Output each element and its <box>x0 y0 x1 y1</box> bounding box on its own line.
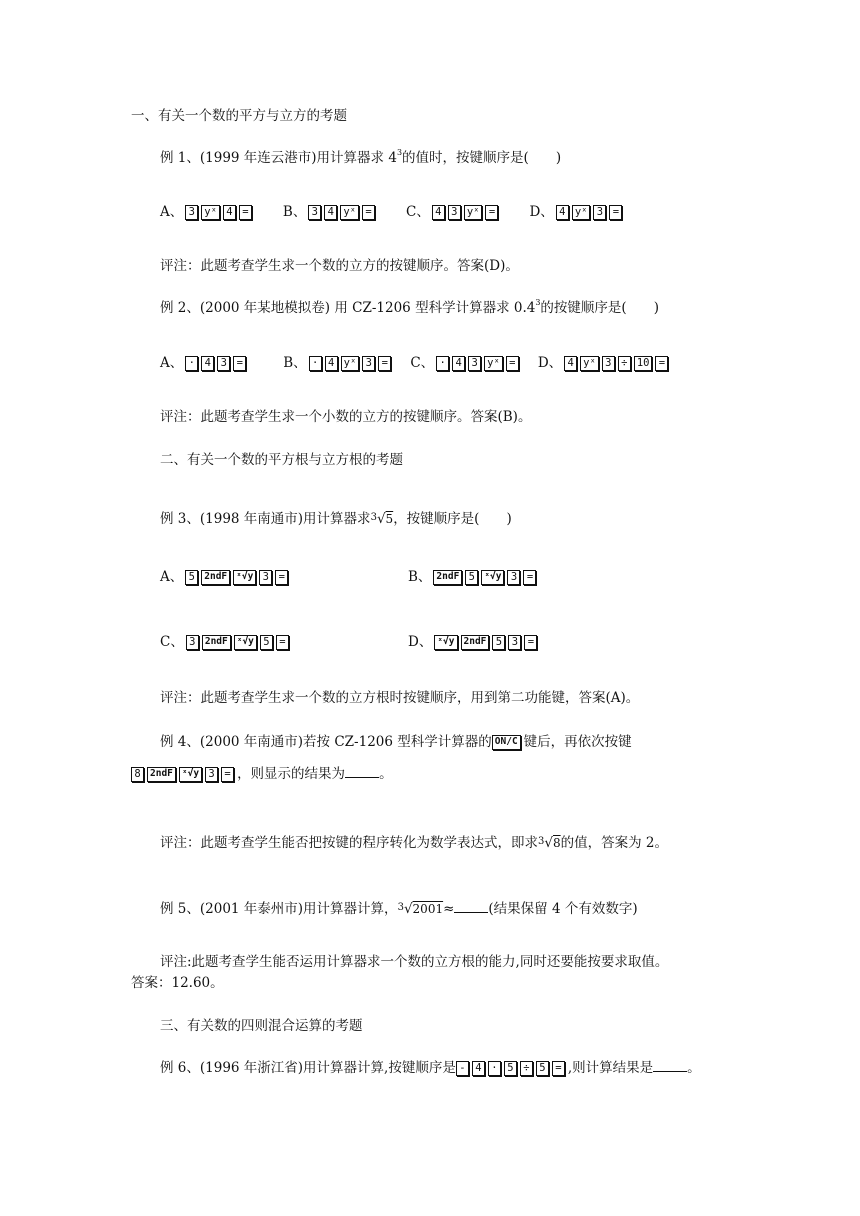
example-3-comment: 评注：此题考查学生求一个数的立方根时按键顺序，用到第二功能键，答案(A)。 <box>160 690 640 706</box>
calc-key-5: 5 <box>492 635 505 650</box>
calc-key-equals: = <box>506 356 519 371</box>
ex1-option-a <box>160 203 255 221</box>
example-4-comment: 评注：此题考查学生能否把按键的程序转化为数学表达式，即求$^3$√8的值，答案为 2。 <box>160 835 669 851</box>
calc-key-equals: = <box>362 205 375 220</box>
calc-key-3: 3 <box>186 635 199 650</box>
section-heading-3: 三、有关数的四则混合运算的考题 <box>160 1018 363 1034</box>
option-label: B、 <box>282 204 307 220</box>
calc-key-decimal-point: · <box>436 356 449 371</box>
ex2-option-c <box>410 354 522 372</box>
calc-key-3: 3 <box>593 205 606 220</box>
example-6-question: 例 6、(1996 年浙江省)用计算器计算,按键顺序是 - 4 · 5 ÷ 5 = ,则计算结果是 。 <box>160 1060 701 1076</box>
calc-key-5: 5 <box>536 1061 549 1076</box>
option-label: A、 <box>160 355 184 371</box>
answer-blank <box>345 765 379 778</box>
calc-key-divide: ÷ <box>618 356 631 371</box>
example-3-option-a: A、 5 2ndF ˣ√y 3 = <box>160 568 291 586</box>
cube-root-2001: $^3$√2001 <box>397 901 444 917</box>
ex2-option-a <box>160 354 249 372</box>
example-5-answer: 答案：12.60。 <box>131 975 224 991</box>
calc-key-4: 4 <box>223 205 236 220</box>
ex2-option-d <box>538 354 672 372</box>
on-c-key: ON/C <box>492 735 521 750</box>
calc-key-decimal-point: · <box>185 356 198 371</box>
example-5-comment: 评注:此题考查学生能否运用计算器求一个数的立方根的能力,同时还要能按要求取值。 <box>160 954 669 970</box>
calc-key-second-function: 2ndF <box>147 767 176 782</box>
example-3-question: 例 3、(1998 年南通市)用计算器求$^3$√5，按键顺序是( ) <box>160 511 512 527</box>
calc-key-second-function: 2ndF <box>202 635 231 650</box>
example-3-option-c: C、 3 2ndF ˣ√y 5 = <box>160 633 292 651</box>
calc-key-equals: = <box>485 205 498 220</box>
option-label: D、 <box>537 355 563 371</box>
calc-key-5: 5 <box>465 570 478 585</box>
calc-key-3: 3 <box>205 767 218 782</box>
calc-key-3: 3 <box>217 356 230 371</box>
option-label: C、 <box>405 204 430 220</box>
calc-key-3: 3 <box>468 356 481 371</box>
answer-blank <box>653 1059 687 1072</box>
calc-key-second-function: 2ndF <box>433 570 462 585</box>
calc-key-minus: - <box>456 1061 469 1076</box>
calc-key-equals: = <box>239 205 252 220</box>
calc-key-3: 3 <box>185 205 198 220</box>
example-1-comment: 评注：此题考查学生求一个数的立方的按键顺序。答案(D)。 <box>160 258 519 274</box>
calc-key-power: yˣ <box>341 356 360 371</box>
calc-key-10: 10 <box>634 356 653 371</box>
calc-key-equals: = <box>276 635 289 650</box>
cube-root-5: $^3$√5 <box>370 511 394 527</box>
section-heading-2: 二、有关一个数的平方根与立方根的考题 <box>160 452 403 468</box>
calc-key-3: 3 <box>308 205 321 220</box>
option-label: B、 <box>283 355 307 371</box>
calc-key-equals: = <box>523 570 536 585</box>
ex1-option-d <box>529 203 625 221</box>
answer-blank <box>454 900 488 913</box>
calc-key-3: 3 <box>362 356 375 371</box>
calc-key-3: 3 <box>259 570 272 585</box>
calc-key-5: 5 <box>185 570 198 585</box>
calc-key-equals: = <box>524 635 537 650</box>
calc-key-power: yˣ <box>201 205 220 220</box>
calc-key-root: ˣ√y <box>233 570 256 585</box>
calc-key-4: 4 <box>432 205 445 220</box>
calc-key-root: ˣ√y <box>234 635 257 650</box>
calc-key-root: ˣ√y <box>179 767 202 782</box>
calc-key-power: yˣ <box>464 205 483 220</box>
calc-key-4: 4 <box>324 205 337 220</box>
calc-key-second-function: 2ndF <box>201 570 230 585</box>
example-4-question: 例 4、(2000 年南通市)若按 CZ-1206 型科学计算器的 ON/C 键后，再依次按键 <box>160 734 632 750</box>
calc-key-4: 4 <box>472 1061 485 1076</box>
calc-key-4: 4 <box>452 356 465 371</box>
calc-key-root: ˣ√y <box>481 570 504 585</box>
calc-key-decimal-point: · <box>309 356 322 371</box>
example-1-question: 例 1、(1999 年连云港市)用计算器求 $4^3$的值时，按键顺序是( ) <box>160 148 562 166</box>
option-label: D、 <box>529 204 554 220</box>
calc-key-equals: = <box>221 767 234 782</box>
calc-key-power: yˣ <box>572 205 591 220</box>
ex2-option-b <box>283 354 394 372</box>
calc-key-3: 3 <box>602 356 615 371</box>
option-label: A、 <box>160 204 184 220</box>
calc-key-4: 4 <box>325 356 338 371</box>
calc-key-equals: = <box>609 205 622 220</box>
calc-key-4: 4 <box>556 205 569 220</box>
ex1-option-c <box>406 203 502 221</box>
calc-key-3: 3 <box>507 570 520 585</box>
calc-key-3: 3 <box>448 205 461 220</box>
ex1-option-b <box>283 203 378 221</box>
example-2-question: 例 2、(2000 年某地模拟卷) 用 CZ-1206 型科学计算器求 $0.4^3$的按键顺序是( ) <box>160 298 659 316</box>
example-3-option-d: D、 ˣ√y 2ndF 5 3 = <box>408 633 540 651</box>
calc-key-equals: = <box>275 570 288 585</box>
calc-key-4: 4 <box>201 356 214 371</box>
example-3-option-b: B、 2ndF 5 ˣ√y 3 = <box>408 568 539 586</box>
calc-key-3: 3 <box>508 635 521 650</box>
calc-key-equals: = <box>552 1061 565 1076</box>
calc-key-power: yˣ <box>580 356 599 371</box>
calc-key-8: 8 <box>131 767 144 782</box>
example-2-options <box>160 354 687 372</box>
calc-key-power: yˣ <box>340 205 359 220</box>
calc-key-second-function: 2ndF <box>461 635 490 650</box>
calc-key-5: 5 <box>504 1061 517 1076</box>
cube-root-8: $^3$√8 <box>538 835 561 851</box>
section-heading-1: 一、有关一个数的平方与立方的考题 <box>131 108 347 124</box>
example-2-comment: 评注：此题考查学生求一个小数的立方的按键顺序。答案(B)。 <box>160 409 532 425</box>
calc-key-power: yˣ <box>484 356 503 371</box>
option-label: C、 <box>410 355 435 371</box>
calc-key-equals: = <box>233 356 246 371</box>
calc-key-equals: = <box>378 356 391 371</box>
calc-key-4: 4 <box>564 356 577 371</box>
example-5-question: 例 5、(2001 年泰州市)用计算器计算，$^3$√2001≈ (结果保留 4 个有效数字) <box>160 901 638 917</box>
calc-key-divide: ÷ <box>520 1061 533 1076</box>
calc-key-equals: = <box>655 356 668 371</box>
calc-key-decimal-point: · <box>488 1061 501 1076</box>
example-4-question-cont: 8 2ndF ˣ√y 3 = ，则显示的结果为 。 <box>131 765 393 783</box>
calc-key-root: ˣ√y <box>434 635 457 650</box>
example-1-options <box>160 203 653 221</box>
calc-key-5: 5 <box>260 635 273 650</box>
